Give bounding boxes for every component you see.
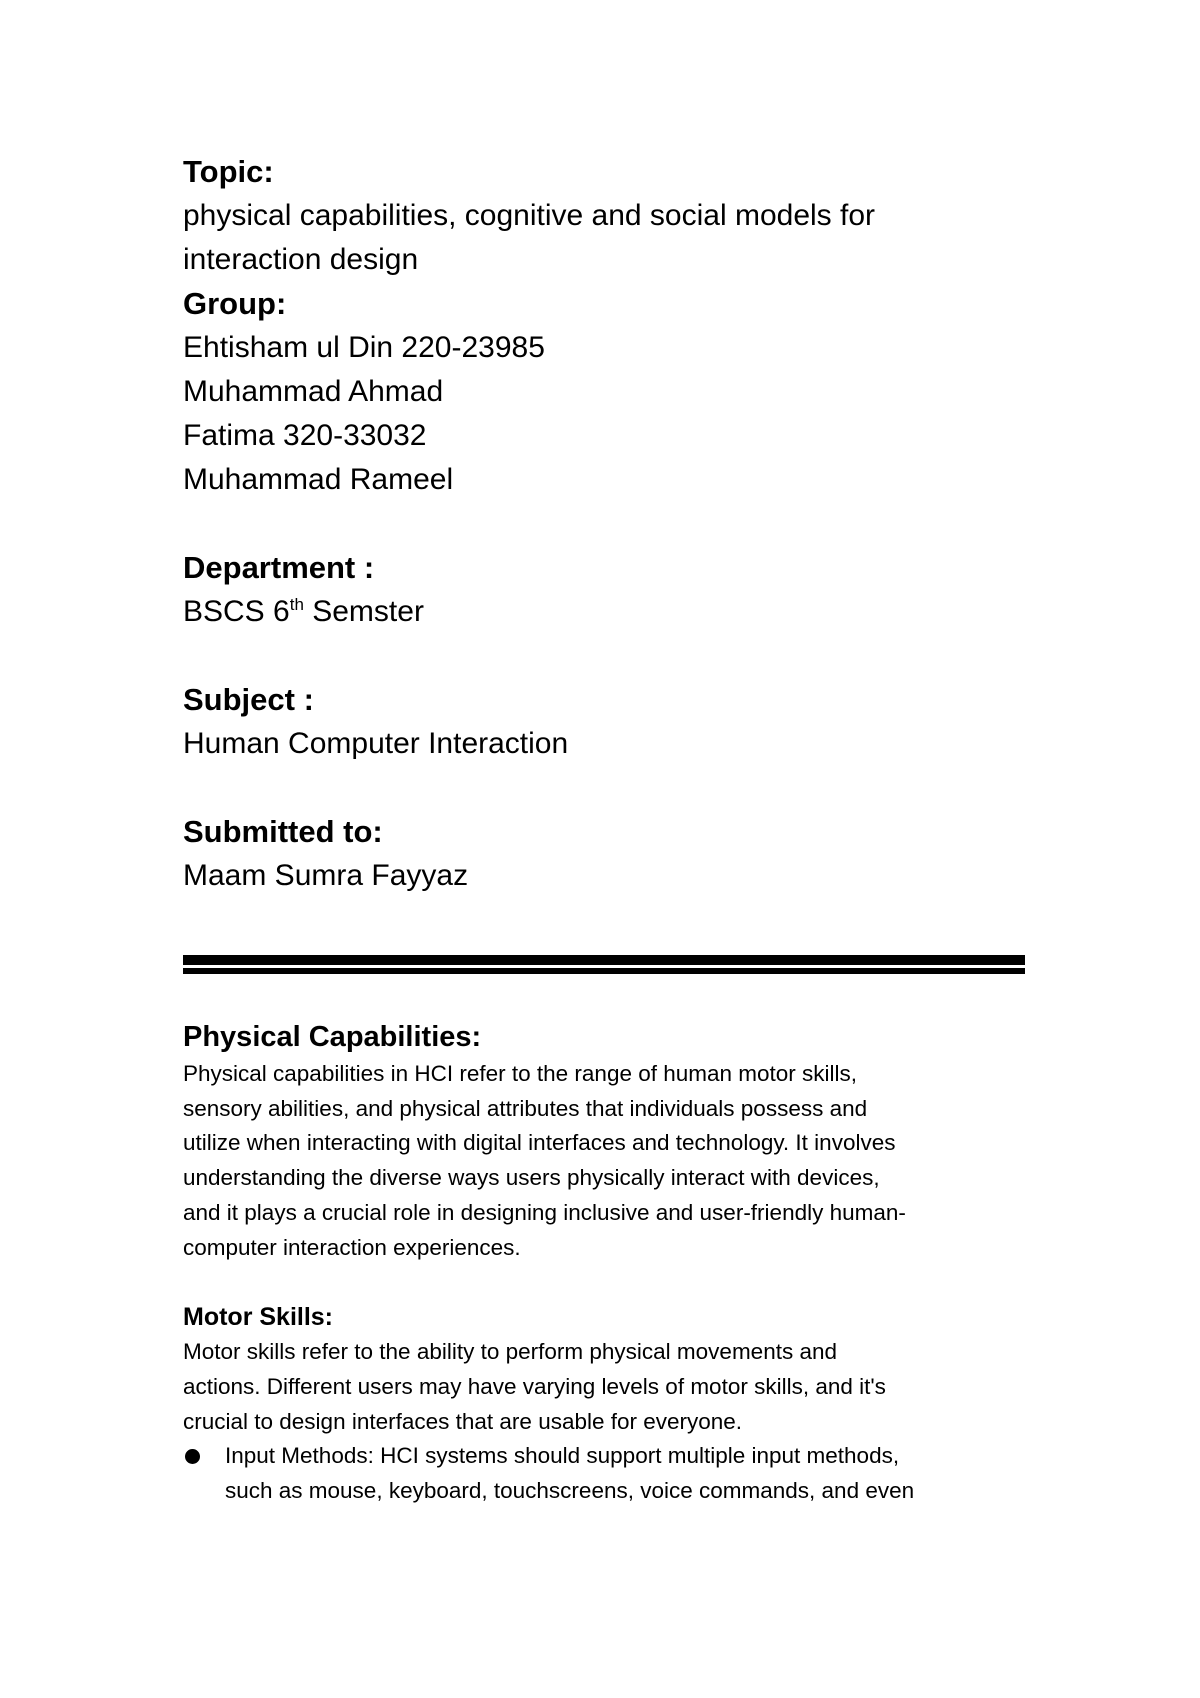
submitted-value: Maam Sumra Fayyaz <box>183 859 469 892</box>
physical-heading: Physical Capabilities: <box>183 1021 482 1053</box>
group-member: Fatima 320-33032 <box>183 419 427 452</box>
physical-line: Physical capabilities in HCI refer to the range of human motor skills, <box>183 1061 858 1086</box>
subject-label: Subject : <box>183 682 314 717</box>
bullet-line: such as mouse, keyboard, touchscreens, voice commands, and even <box>225 1478 915 1504</box>
submitted-label: Submitted to: <box>183 814 383 849</box>
group-member: Muhammad Rameel <box>183 463 454 496</box>
department-value <box>183 590 1023 634</box>
physical-line: utilize when interacting with digital interfaces and technology. It involves <box>183 1130 896 1156</box>
department-sup: th <box>289 595 304 614</box>
double-divider <box>183 955 1025 974</box>
department-suffix: Semster <box>303 595 424 628</box>
topic-line: physical capabilities, cognitive and social models for <box>183 199 876 232</box>
physical-line: and it plays a crucial role in designing inclusive and user-friendly human- <box>183 1199 906 1225</box>
physical-line: computer interaction experiences. <box>183 1234 521 1260</box>
divider-thick <box>183 955 1025 965</box>
motor-heading: Motor Skills: <box>183 1303 334 1332</box>
subject-value: Human Computer Interaction <box>183 727 569 760</box>
group-member: Ehtisham ul Din 220-23985 <box>183 331 545 364</box>
cover-info <box>183 150 1023 898</box>
physical-line: sensory abilities, and physical attributes that individuals possess and <box>183 1095 868 1121</box>
bullet-text <box>225 1439 914 1508</box>
department-prefix: BSCS 6 <box>183 595 290 628</box>
group-member: Muhammad Ahmad <box>183 375 444 408</box>
group-label: Group: <box>183 286 287 321</box>
physical-line: understanding the diverse ways users physically interact with devices, <box>183 1165 880 1191</box>
motor-line: crucial to design interfaces that are usable for everyone. <box>183 1408 743 1434</box>
department-label: Department : <box>183 550 375 585</box>
bullet-dot-icon <box>183 1439 225 1474</box>
content-section <box>183 1017 1023 1509</box>
topic-label: Topic: <box>183 154 274 189</box>
motor-line: Motor skills refer to the ability to perform physical movements and <box>183 1339 838 1365</box>
motor-line: actions. Different users may have varying levels of motor skills, and it's <box>183 1373 886 1399</box>
bullet-line: Input Methods: HCI systems should support multiple input methods, <box>225 1443 900 1469</box>
topic-line: interaction design <box>183 243 419 276</box>
divider-thin <box>183 968 1025 974</box>
bullet-item <box>183 1439 1023 1508</box>
